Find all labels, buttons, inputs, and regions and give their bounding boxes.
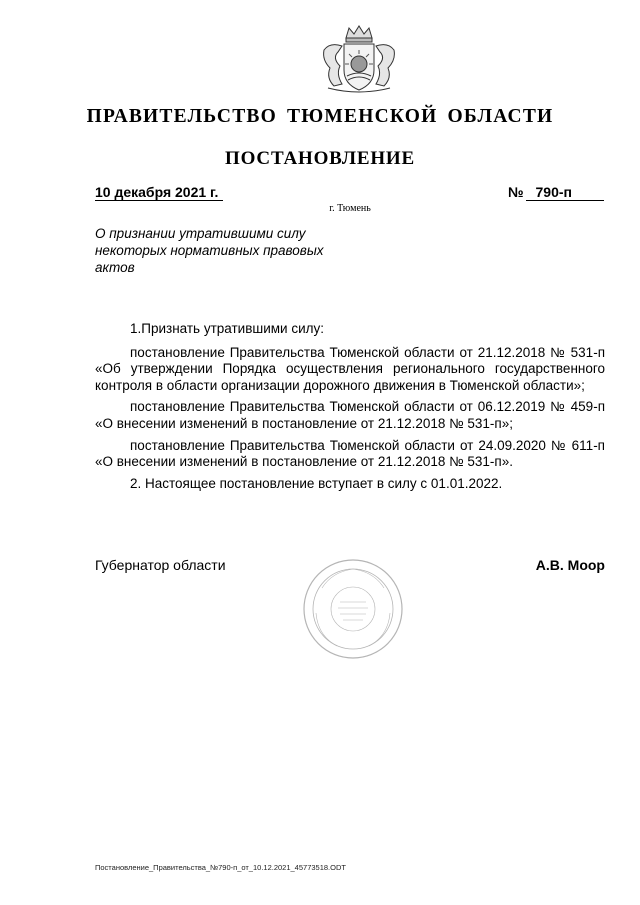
seal-icon — [302, 558, 404, 660]
government-title: ПРАВИТЕЛЬСТВО ТЮМЕНСКОЙ ОБЛАСТИ — [86, 106, 554, 127]
paragraph-2: постановление Правительства Тюменской области от 21.12.2018 № 531-п «Об утверждении Порядка осуществления регионального государственного контроля в области организации дорожного движения в Тюменской области»; — [95, 344, 605, 393]
document-subject: О признании утратившими силу некоторых нормативных правовых актов — [95, 226, 324, 275]
document-date: 10 декабря 2021 г. — [95, 184, 219, 200]
paragraph-5: 2. Настоящее постановление вступает в силу с 01.01.2022. — [130, 475, 503, 491]
paragraph-1: 1.Признать утратившими силу: — [130, 321, 324, 336]
paragraph-3: постановление Правительства Тюменской области от 06.12.2019 № 459-п «О внесении изменений в постановление от 21.12.2018 № 531-п»; — [95, 399, 605, 431]
document-type-title: ПОСТАНОВЛЕНИЕ — [225, 148, 415, 169]
coat-of-arms-icon — [316, 24, 402, 96]
number-value: 790-п — [535, 184, 572, 200]
signer-position: Губернатор области — [95, 557, 226, 573]
date-underline — [95, 200, 223, 201]
paragraph-4: постановление Правительства Тюменской области от 24.09.2020 № 611-п «О внесении изменений в постановление от 21.12.2018 № 531-п». — [95, 437, 605, 470]
document-number — [508, 184, 572, 200]
number-underline — [526, 200, 604, 201]
footer-filename: Постановление_Правительства_№790-п_от_10.12.2021_45773518.ODT — [95, 863, 346, 872]
number-sign: № — [508, 184, 524, 200]
document-city: г. Тюмень — [329, 203, 371, 214]
document-body — [95, 321, 605, 497]
signer-name: А.В. Моор — [535, 557, 605, 573]
